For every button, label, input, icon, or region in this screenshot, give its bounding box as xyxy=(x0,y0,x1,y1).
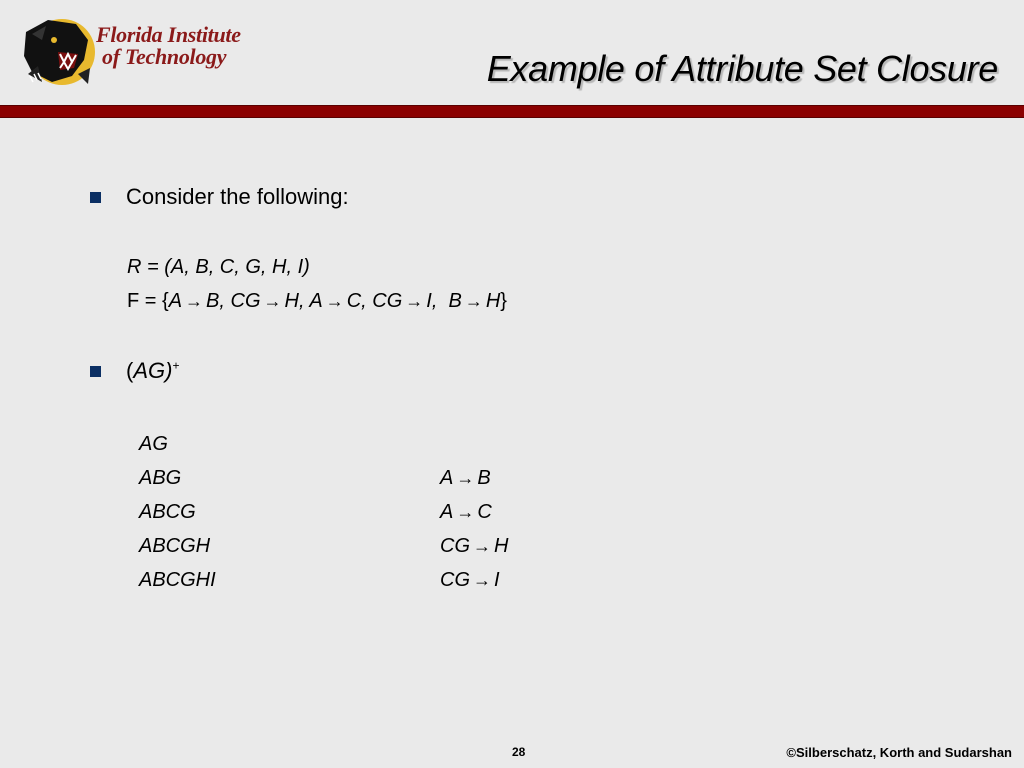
closure-plus: + xyxy=(172,358,180,373)
logo-wordmark xyxy=(96,24,241,68)
closure-step-fd: CG → I xyxy=(440,569,500,591)
fd-1-rhs: H xyxy=(284,290,299,312)
arrow-icon: → xyxy=(464,291,483,311)
fd-2-lhs: A xyxy=(309,290,323,312)
closure-open-paren: ( xyxy=(126,358,134,383)
fd-prefix: F = { xyxy=(127,290,169,312)
closure-step-set: ABCGHI xyxy=(139,569,216,591)
fd-3-rhs: I xyxy=(426,290,432,312)
closure-step-set: ABCGH xyxy=(139,535,211,557)
closure-attributes: AG) xyxy=(133,358,173,383)
fd-4-rhs: H xyxy=(485,290,501,312)
arrow-icon: → xyxy=(473,536,491,556)
arrow-icon: → xyxy=(456,468,475,488)
bullet-closure-heading xyxy=(126,358,179,384)
fd-0-rhs: B xyxy=(206,290,220,312)
closure-step-fd: A → B xyxy=(440,467,491,489)
fd-1-lhs: CG xyxy=(230,290,261,312)
functional-dependencies: F = {A → B, CG → H, A → C, CG → I, B → H} xyxy=(127,290,507,312)
title-accent-bar xyxy=(0,105,1024,118)
fd-0-lhs: A xyxy=(168,290,183,312)
fit-logo xyxy=(18,12,258,92)
bullet-square-icon xyxy=(90,192,101,203)
panther-emblem-icon xyxy=(18,12,104,88)
copyright-notice: ©Silberschatz, Korth and Sudarshan xyxy=(786,745,1012,760)
fd-suffix: } xyxy=(500,290,507,312)
slide-title: Example of Attribute Set Closure xyxy=(486,48,998,89)
closure-step-fd: CG → H xyxy=(440,535,509,557)
closure-step-set: AG xyxy=(139,433,168,455)
arrow-icon: → xyxy=(405,291,424,311)
arrow-icon: → xyxy=(325,291,344,311)
arrow-icon: → xyxy=(263,291,282,311)
closure-step-set: ABG xyxy=(139,467,182,489)
arrow-icon: → xyxy=(473,570,491,590)
fd-2-rhs: C xyxy=(346,290,362,312)
fd-3-lhs: CG xyxy=(372,290,403,312)
logo-line-1: Florida Institute xyxy=(96,22,241,47)
bullet-square-icon xyxy=(90,366,101,377)
closure-step-fd: A → C xyxy=(440,501,492,523)
page-number: 28 xyxy=(512,745,526,759)
closure-step-set: ABCG xyxy=(139,501,196,523)
logo-line-2: of Technology xyxy=(102,44,227,69)
fd-4-lhs: B xyxy=(448,290,462,312)
bullet-consider: Consider the following: xyxy=(126,184,349,209)
relation-schema: R = (A, B, C, G, H, I) xyxy=(127,256,310,278)
arrow-icon: → xyxy=(456,502,475,522)
arrow-icon: → xyxy=(185,291,204,311)
